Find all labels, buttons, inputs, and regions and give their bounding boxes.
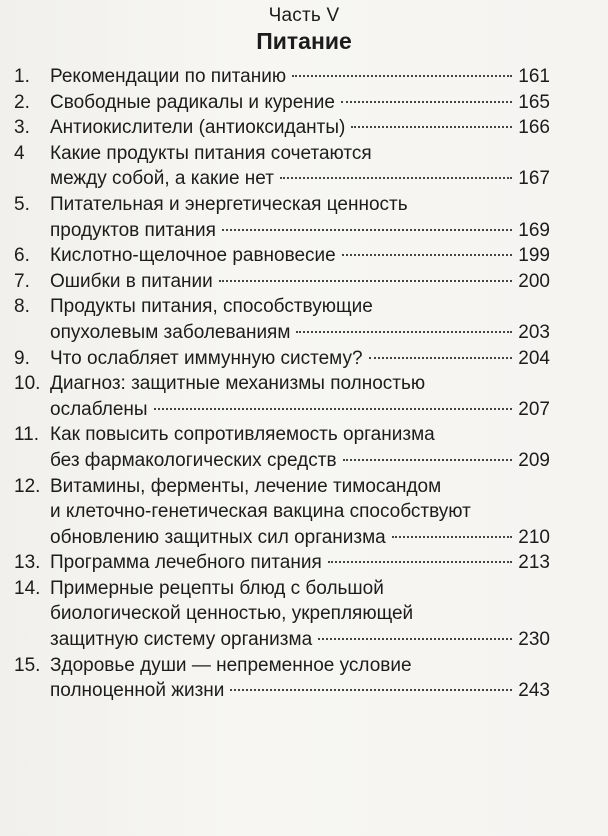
toc-entry-number: 2. — [14, 91, 30, 113]
section-header — [0, 4, 608, 54]
toc-entry — [14, 422, 550, 473]
toc-entry — [14, 243, 550, 269]
table-of-contents — [14, 64, 550, 704]
toc-entry-body — [50, 474, 550, 551]
toc-entry — [14, 64, 550, 90]
dot-leader — [219, 280, 513, 282]
toc-entry-number: 1. — [14, 66, 30, 87]
toc-entry — [14, 294, 550, 345]
toc-entry — [14, 141, 550, 192]
toc-entry-body — [50, 243, 550, 269]
toc-entry — [14, 90, 550, 116]
toc-entry-body — [50, 576, 550, 653]
toc-entry-last-line — [50, 115, 550, 141]
toc-entry-last-line — [50, 243, 550, 269]
toc-page-number: 230 — [518, 629, 550, 651]
toc-entry-last-line — [50, 627, 550, 653]
toc-entry-title-line: Программа лечебного питания — [50, 552, 322, 574]
toc-entry-number: 9. — [14, 347, 30, 369]
part-label: Часть V — [268, 5, 340, 26]
toc-entry-last-line — [50, 218, 550, 244]
toc-page-number: 203 — [518, 321, 550, 343]
toc-entry-title-line: Рекомендации по питанию — [50, 66, 287, 87]
toc-entry-title-line: и клеточно-генетическая вакцина способствуют — [50, 501, 471, 523]
dot-leader — [154, 408, 513, 410]
toc-entry-number: 4 — [14, 142, 25, 164]
dot-leader — [343, 459, 513, 461]
toc-entry-number: 13. — [14, 552, 41, 574]
toc-entry — [14, 474, 550, 551]
toc-page-number: 169 — [518, 219, 550, 241]
dot-leader — [369, 357, 513, 359]
toc-entry-title-line: ослаблены — [50, 398, 148, 420]
toc-entry-last-line — [50, 550, 550, 576]
toc-entry-number: 12. — [14, 475, 41, 497]
toc-entry-body — [50, 294, 550, 345]
toc-entry-title-line: Продукты питания, способствующие — [50, 296, 373, 318]
toc-entry-last-line — [50, 525, 550, 551]
toc-page-number: 213 — [518, 552, 550, 574]
dot-leader — [318, 638, 512, 640]
toc-entry-body — [50, 192, 550, 243]
toc-entry-title-line: без фармакологических средств — [50, 449, 337, 471]
toc-entry-number: 14. — [14, 577, 41, 599]
toc-entry-title-line: Витамины, ферменты, лечение тимосандом — [50, 475, 442, 497]
toc-entry — [14, 192, 550, 243]
toc-entry-body — [50, 550, 550, 576]
toc-page-number: 199 — [518, 245, 550, 267]
dot-leader — [351, 126, 512, 128]
toc-entry-title-line: Что ослабляет иммунную систему? — [50, 347, 363, 369]
dot-leader — [341, 101, 512, 103]
toc-entry-title-line: Кислотно-щелочное равновесие — [50, 245, 336, 267]
toc-entry-body — [50, 422, 550, 473]
dot-leader — [392, 536, 513, 538]
toc-entry-title-line: Свободные радикалы и курение — [50, 91, 335, 113]
toc-page-number: 207 — [518, 398, 550, 420]
toc-entry-last-line — [50, 397, 550, 423]
toc-entry-title-line: между собой, а какие нет — [50, 168, 274, 190]
toc-entry-last-line — [50, 269, 550, 295]
toc-page-number: 209 — [518, 449, 550, 471]
toc-page-number: 161 — [518, 66, 550, 87]
toc-entry-last-line — [50, 166, 550, 192]
toc-entry-number: 7. — [14, 270, 30, 292]
toc-entry — [14, 550, 550, 576]
toc-entry-title-line: Какие продукты питания сочетаются — [50, 142, 372, 164]
toc-entry-title-line: опухолевым заболеваниям — [50, 321, 291, 343]
dot-leader — [296, 331, 512, 333]
dot-leader — [230, 689, 512, 691]
dot-leader — [292, 75, 512, 77]
toc-entry-title-line: Питательная и энергетическая ценность — [50, 193, 408, 215]
toc-entry-number: 15. — [14, 654, 41, 676]
toc-entry-number: 10. — [14, 373, 41, 395]
toc-entry-number: 8. — [14, 296, 30, 318]
toc-entry-body — [50, 269, 550, 295]
toc-entry-title-line: Антиокислители (антиоксиданты) — [50, 117, 346, 139]
dot-leader — [222, 229, 512, 231]
toc-page-number: 166 — [518, 117, 550, 139]
toc-entry-number: 3. — [14, 117, 30, 139]
toc-entry — [14, 269, 550, 295]
toc-entry-title-line: Ошибки в питании — [50, 270, 213, 292]
dot-leader — [342, 254, 513, 256]
toc-entry-body — [50, 115, 550, 141]
toc-page-number: 165 — [518, 91, 550, 113]
toc-entry-number: 5. — [14, 193, 30, 215]
toc-entry-title-line: Здоровье души — непременное условие — [50, 654, 412, 676]
toc-entry-body — [50, 64, 550, 90]
toc-page-number: 243 — [518, 680, 550, 702]
toc-entry — [14, 371, 550, 422]
toc-page-number: 167 — [518, 168, 550, 190]
toc-entry — [14, 115, 550, 141]
toc-entry-body — [50, 653, 550, 704]
toc-entry-body — [50, 90, 550, 116]
toc-entry-number: 6. — [14, 245, 30, 267]
toc-entry-last-line — [50, 448, 550, 474]
toc-entry — [14, 653, 550, 704]
toc-entry-title-line: защитную систему организма — [50, 629, 313, 651]
toc-page-number: 210 — [518, 526, 550, 548]
dot-leader — [280, 177, 512, 179]
toc-entry-title-line: Примерные рецепты блюд с большой — [50, 577, 384, 599]
toc-entry-body — [50, 346, 550, 372]
toc-entry-last-line — [50, 346, 550, 372]
toc-entry-body — [50, 141, 550, 192]
part-title: Питание — [256, 28, 352, 54]
toc-entry-number: 11. — [14, 424, 40, 446]
dot-leader — [328, 561, 513, 563]
toc-entry — [14, 346, 550, 372]
toc-entry-title-line: полноценной жизни — [50, 680, 225, 702]
toc-page-number: 200 — [518, 270, 550, 292]
toc-entry-last-line — [50, 320, 550, 346]
toc-entry-title-line: Диагноз: защитные механизмы полностью — [50, 373, 426, 395]
toc-entry-body — [50, 371, 550, 422]
toc-entry-title-line: обновлению защитных сил организма — [50, 526, 386, 548]
toc-entry-title-line: продуктов питания — [50, 219, 216, 241]
toc-entry-last-line — [50, 64, 550, 90]
toc-entry-last-line — [50, 90, 550, 116]
toc-entry-title-line: Как повысить сопротивляемость организма — [50, 424, 435, 446]
toc-page-number: 204 — [518, 347, 550, 369]
toc-entry-last-line — [50, 678, 550, 704]
toc-entry-title-line: биологической ценностью, укрепляющей — [50, 603, 414, 625]
toc-entry — [14, 576, 550, 653]
